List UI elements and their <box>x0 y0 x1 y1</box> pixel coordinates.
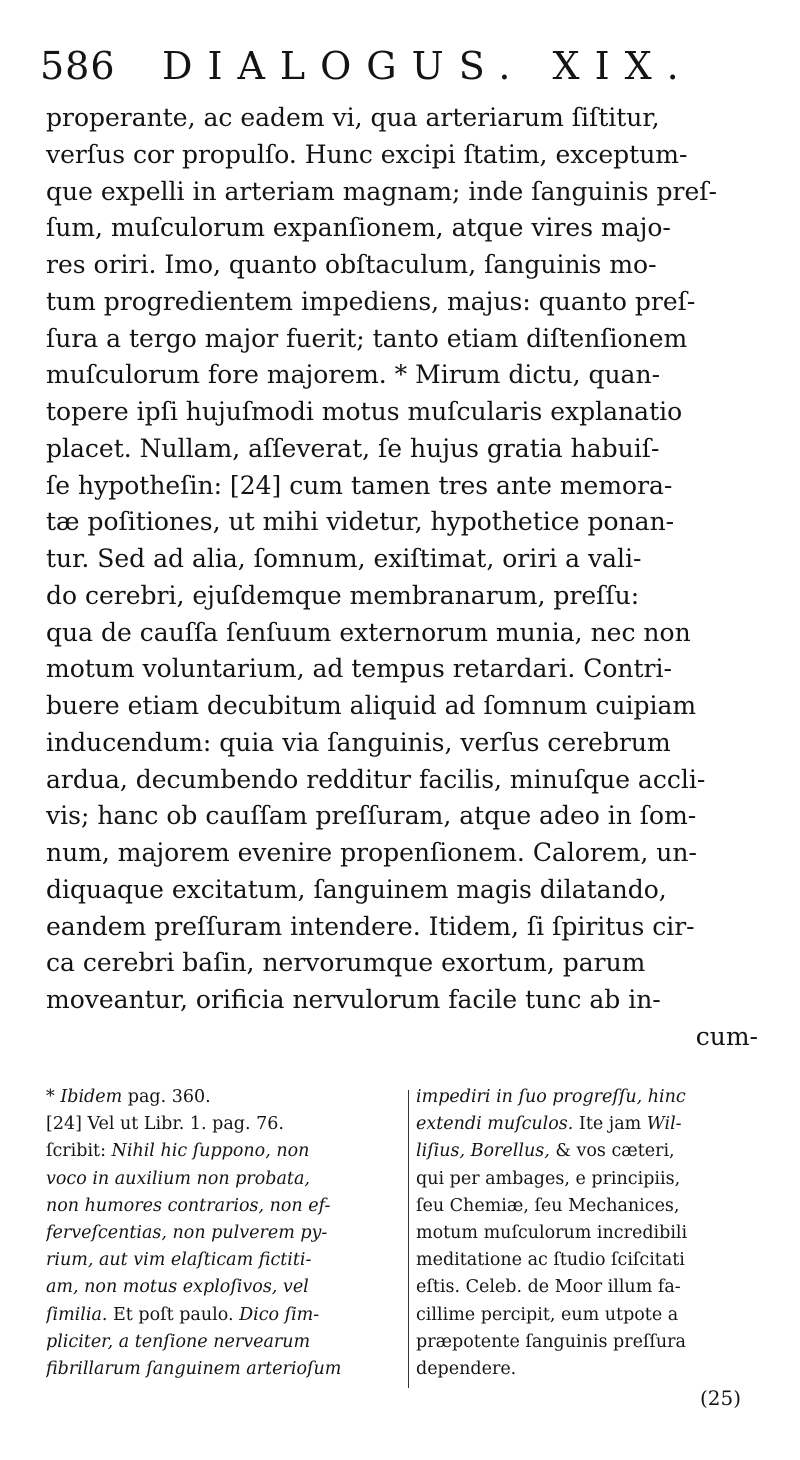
roman-text: eſtis. Celeb. de Moor illum fa- <box>416 1277 681 1298</box>
roman-text: * <box>46 1087 61 1107</box>
running-head: DIALOGUS. XIX. <box>162 44 694 88</box>
roman-text: Ite jam <box>573 1114 647 1135</box>
footnote-line <box>46 1166 404 1193</box>
roman-text: qui per ambages, e principiis, <box>416 1168 681 1189</box>
footnote-line <box>416 1138 764 1165</box>
footnote-line <box>416 1220 764 1247</box>
footnote-line <box>416 1084 764 1111</box>
footnote-line <box>416 1193 764 1220</box>
footnote-line <box>416 1111 764 1138</box>
footnote-line <box>46 1356 404 1383</box>
footnotes-left-column <box>46 1084 404 1383</box>
footnote-line <box>46 1274 404 1301</box>
italic-text: impediri in ſuo progreſſu, hinc <box>416 1087 686 1107</box>
page-number: 586 <box>40 44 116 88</box>
roman-text: Et poſt paulo. <box>107 1304 240 1325</box>
italic-text: ſimilia. <box>46 1304 108 1325</box>
text-line: properante, ac eadem vi, qua arteriarum ſiſtitur, <box>46 103 660 132</box>
italic-text: ferveſcentias, non pulverem py- <box>46 1222 328 1243</box>
text-line: ca cerebri baſin, nervorumque exortum, parum <box>46 948 646 978</box>
roman-text: ſeu Chemiæ, ſeu Mechanices, <box>416 1195 680 1216</box>
roman-text: ſcribit: <box>46 1141 112 1162</box>
page-header <box>40 40 760 96</box>
italic-text: fibrillarum ſanguinem arterioſum <box>46 1358 342 1379</box>
text-line: tæ poſitiones, ut mihi videtur, hypothetice ponan- <box>46 507 675 537</box>
text-line: ſe hypotheſin: [24] cum tamen tres ante memora- <box>46 470 673 500</box>
text-line: buere etiam decubitum aliquid ad ſomnum cuipiam <box>46 691 697 720</box>
text-line: eandem preſſuram intendere. Itidem, ſi ſpiritus cir- <box>46 911 695 941</box>
footnote-line <box>416 1302 764 1329</box>
main-text <box>46 100 758 1056</box>
text-line: placet. Nullam, aſſeverat, ſe hujus gratia habuiſ- <box>46 433 660 463</box>
footnote-line <box>46 1193 404 1220</box>
text-line: topere ipſi hujuſmodi motus muſcularis explanatio <box>46 397 683 426</box>
text-line: que expelli in arteriam magnam; inde ſanguinis preſ- <box>46 176 717 206</box>
text-line: motum voluntarium, ad tempus retardari. Contri- <box>46 654 672 684</box>
footnote-line <box>46 1247 404 1274</box>
footnote-line <box>46 1111 404 1138</box>
roman-text: [24] Vel ut Libr. 1. pag. 76. <box>46 1114 284 1135</box>
text-line: do cerebri, ejuſdemque membranarum, preſſu: <box>46 580 640 610</box>
text-line: verſus cor propulſo. Hunc excipi ſtatim, exceptum- <box>46 139 688 169</box>
footnote-line <box>46 1329 404 1356</box>
footnote-line <box>46 1138 404 1165</box>
text-line: vis; hanc ob cauſſam preſſuram, atque adeo in ſom- <box>46 801 697 831</box>
text-line: num, majorem evenire propenſionem. Calorem, un- <box>46 838 697 867</box>
italic-text: Nihil hic ſuppono, non <box>111 1141 310 1162</box>
text-line: tum progredientem impediens, majus: quanto preſ- <box>46 286 696 316</box>
italic-text: liſius, Borellus, <box>416 1141 550 1162</box>
italic-text: Dico ſim- <box>239 1304 320 1325</box>
roman-text: & vos cæteri, <box>549 1141 675 1162</box>
text-line: inducendum: quia via ſanguinis, verſus cerebrum <box>46 727 671 757</box>
footnote-line <box>46 1084 404 1111</box>
text-line: moveantur, orificia nervulorum facile tunc ab in- <box>46 985 661 1014</box>
footnote-line <box>46 1302 404 1329</box>
catchword: cum- <box>695 1021 758 1051</box>
roman-text: cillime percipit, eum utpote a <box>416 1304 679 1325</box>
roman-text: motum muſculorum incredibili <box>416 1222 688 1243</box>
text-line: qua de cauſſa ſenſuum externorum munia, nec non <box>46 617 691 647</box>
text-line: ſum, muſculorum expanſionem, atque vires majo- <box>46 213 671 243</box>
roman-text: dependere. <box>416 1358 517 1379</box>
italic-text: am, non motus exploſivos, vel <box>46 1277 309 1298</box>
italic-text: Ibidem <box>60 1087 123 1107</box>
italic-text: rium, aut vim elaſticam fictiti- <box>46 1250 312 1271</box>
footnote-line <box>416 1247 764 1274</box>
text-line: diquaque excitatum, ſanguinem magis dilatando, <box>46 874 667 904</box>
text-line: ſura a tergo major fuerit; tanto etiam diſtenſionem <box>46 323 688 353</box>
footnotes-right-column <box>416 1084 764 1383</box>
footnote-line <box>416 1274 764 1301</box>
text-line: muſculorum fore majorem. * Mirum dictu, quan- <box>46 360 661 390</box>
text-line: tur. Sed ad alia, ſomnum, exiſtimat, oriri a vali- <box>46 544 642 573</box>
footnote-line <box>46 1220 404 1247</box>
italic-text: non humores contrarios, non ef- <box>46 1195 331 1216</box>
footnote-line <box>416 1166 764 1193</box>
footnote-line <box>416 1356 764 1383</box>
text-line: ardua, decumbendo redditur facilis, minuſque accli- <box>46 764 706 794</box>
signature-mark: (25) <box>700 1386 742 1410</box>
roman-text: meditatione ac ſtudio ſciſcitati <box>416 1250 685 1271</box>
italic-text: Wil- <box>646 1114 682 1135</box>
text-line: res oriri. Imo, quanto obſtaculum, ſanguinis mo- <box>46 250 657 279</box>
italic-text: extendi muſculos. <box>416 1114 574 1135</box>
italic-text: voco in auxilium non probata, <box>46 1168 310 1189</box>
italic-text: pliciter, a tenſione nervearum <box>46 1331 311 1352</box>
footnote-line <box>416 1329 764 1356</box>
roman-text: præpotente ſanguinis preſſura <box>416 1331 686 1352</box>
column-divider <box>408 1090 409 1388</box>
roman-text: pag. 360. <box>122 1087 211 1107</box>
